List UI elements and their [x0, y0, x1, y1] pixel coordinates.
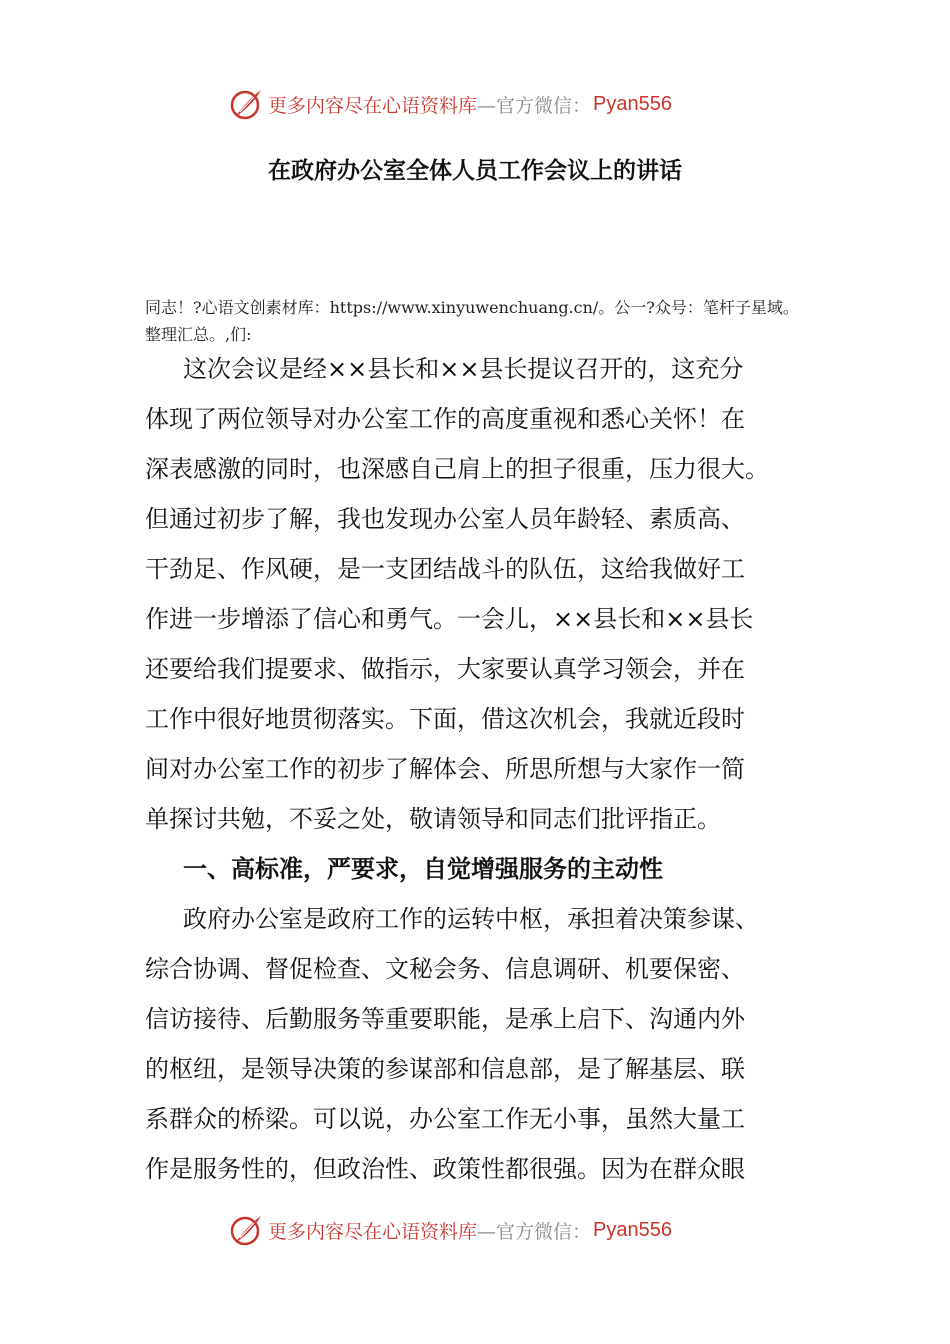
- paragraph-line: 工作中很好地贯彻落实。下面，借这次机会，我就近段时: [145, 705, 745, 733]
- source-note: 同志！?心语文创素材库：https://www.xinyuwenchuang.cn/。公一?众号：笔杆子星域。整理汇总。,们:: [145, 298, 799, 344]
- paragraph-line: 干劲足、作风硬，是一支团结战斗的队伍，这给我做好工: [145, 555, 745, 583]
- paragraph-line: 作是服务性的，但政治性、政策性都很强。因为在群众眼: [145, 1155, 745, 1183]
- paragraph-line: 单探讨共勉，不妥之处，敬请领导和同志们批评指正。: [145, 805, 721, 833]
- paragraph-line: 间对办公室工作的初步了解体会、所思所想与大家作一简: [145, 755, 745, 783]
- paragraph-line: 系群众的桥梁。可以说，办公室工作无小事，虽然大量工: [145, 1105, 745, 1133]
- paragraph-line: 这次会议是经××县长和××县长提议召开的，这充分: [183, 355, 744, 383]
- paragraph-line: 的枢纽，是领导决策的参谋部和信息部，是了解基层、联: [145, 1055, 745, 1083]
- paragraph-line: 但通过初步了解，我也发现办公室人员年龄轻、素质高、: [145, 505, 745, 533]
- document-title: 在政府办公室全体人员工作会议上的讲话: [268, 158, 682, 184]
- banner-main-text: 更多内容尽在心语资料库: [268, 94, 478, 117]
- paragraph-line: 作进一步增添了信心和勇气。一会儿，××县长和××县长: [145, 605, 754, 633]
- paragraph-line: 还要给我们提要求、做指示，大家要认真学习领会，并在: [145, 655, 745, 683]
- banner-main-text: 更多内容尽在心语资料库: [268, 1220, 478, 1243]
- banner-wechat-id: Pyan556: [593, 1218, 672, 1241]
- banner-sub-text: —官方微信：: [477, 1220, 592, 1243]
- footer-banner: [228, 1210, 672, 1250]
- quill-logo-icon: [228, 86, 264, 122]
- banner-wechat-id: Pyan556: [593, 92, 672, 115]
- banner-sub-text: —官方微信：: [477, 94, 592, 117]
- paragraph-line: 综合协调、督促检查、文秘会务、信息调研、机要保密、: [145, 955, 745, 983]
- paragraph-line: 体现了两位领导对办公室工作的高度重视和悉心关怀！在: [145, 405, 745, 433]
- paragraph-line: 政府办公室是政府工作的运转中枢，承担着决策参谋、: [183, 905, 759, 933]
- section-heading: 一、高标准，严要求，自觉增强服务的主动性: [183, 855, 663, 883]
- paragraph-line: 深表感激的同时，也深感自己肩上的担子很重，压力很大。: [145, 455, 769, 483]
- header-banner: [228, 84, 672, 124]
- paragraph-line: 信访接待、后勤服务等重要职能，是承上启下、沟通内外: [145, 1005, 745, 1033]
- quill-logo-icon: [228, 1212, 264, 1248]
